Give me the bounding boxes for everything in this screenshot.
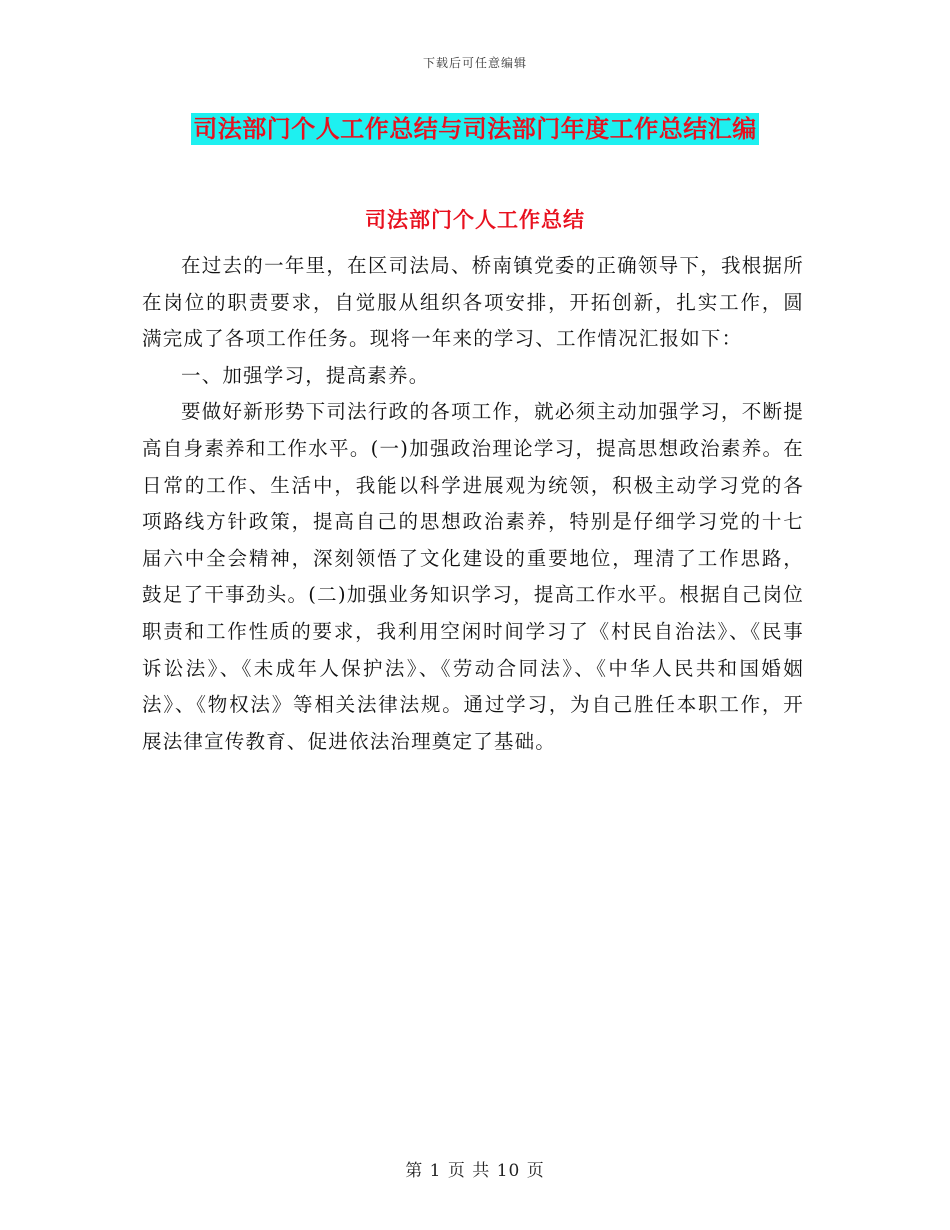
document-title: 司法部门个人工作总结与司法部门年度工作总结汇编 — [193, 115, 757, 143]
download-note: 下载后可任意编辑 — [422, 56, 527, 70]
page-footer: 第 1 页 共 10 页 — [405, 1161, 545, 1181]
document-title-container — [0, 113, 950, 145]
paragraph-study-details: 要做好新形势下司法行政的各项工作，就必须主动加强学习，不断提高自身素养和工作水平。(一)加强政治理论学习，提高思想政治素养。在日常的工作、生活中，我能以科学进展观为统领，积极主动学习党的各项路线方针政策，提高自己的思想政治素养，特别是仔细学习党的十七届六中全会精神，深刻领悟了文化建设的重要地位，理清了工作思路，鼓足了干事劲头。(二)加强业务知识学习，提高工作水平。根据自己岗位职责和工作性质的要求，我利用空闲时间学习了《村民自治法》、《民事诉讼法》、《未成年人保护法》、《劳动合同法》、《中华人民共和国婚姻法》、《物权法》等相关法律法规。通过学习，为自己胜任本职工作，开展法律宣传教育、促进依法治理奠定了基础。 — [142, 400, 804, 753]
section-title: 司法部门个人工作总结 — [365, 208, 585, 232]
body-text — [142, 248, 804, 760]
paragraph-heading-study: 一、加强学习，提高素养。 — [181, 363, 430, 387]
paragraph-intro: 在过去的一年里，在区司法局、桥南镇党委的正确领导下，我根据所在岗位的职责要求，自觉服从组织各项安排，开拓创新，扎实工作，圆满完成了各项工作任务。现将一年来的学习、工作情况汇报如下： — [142, 254, 804, 351]
